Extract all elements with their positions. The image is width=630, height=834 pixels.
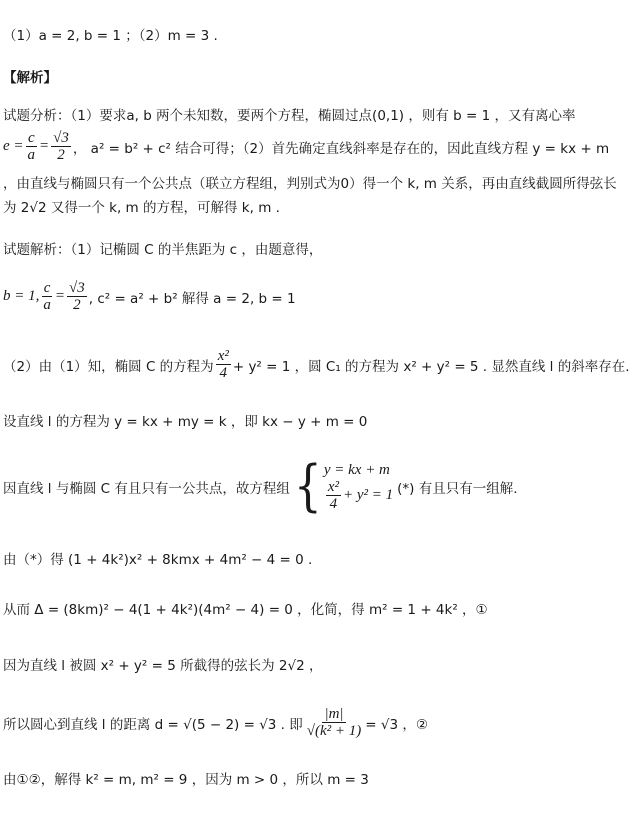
fraction-abs-m-over-sqrt bbox=[305, 706, 364, 739]
fraction-denominator: a bbox=[27, 147, 36, 163]
analysis-line-4 bbox=[3, 196, 280, 216]
answer-line bbox=[3, 24, 218, 44]
fraction-numerator: |m| bbox=[324, 706, 344, 722]
solution-line-2 bbox=[3, 280, 296, 313]
fraction-numerator: √3 bbox=[69, 280, 85, 296]
eccentricity-label: e = bbox=[3, 138, 24, 154]
solution-line-9 bbox=[3, 706, 428, 739]
solution-line-7 bbox=[3, 598, 488, 618]
solution-line-1 bbox=[3, 238, 322, 258]
fraction-numerator: x² bbox=[327, 479, 339, 495]
solution-text-4: 设直线 l 的方程为 y = kx + my = k ，即 kx − y + m = 0 bbox=[3, 414, 368, 430]
section-heading bbox=[3, 66, 57, 86]
fraction-denominator: 4 bbox=[329, 496, 338, 512]
fraction-denominator: 2 bbox=[57, 147, 65, 163]
solution-line-8 bbox=[3, 654, 322, 674]
fraction-numerator: c bbox=[27, 130, 35, 146]
solution-text-1: 试题解析：（1）记椭圆 C 的半焦距为 c ，由题意得， bbox=[3, 242, 323, 258]
analysis-text-4: 为 2√2 又得一个 k, m 的方程，可解得 k, m . bbox=[3, 200, 280, 216]
system-row-1: y = kx + m bbox=[323, 462, 390, 478]
solution-text-6: 由（*）得 (1 + 4k²)x² + 8kmx + 4m² − 4 = 0 . bbox=[3, 552, 313, 568]
fraction-sqrt3-over-2 bbox=[67, 280, 87, 313]
solution-text-8: 因为直线 l 被圆 x² + y² = 5 所截得的弦长为 2√2 ， bbox=[3, 658, 323, 674]
solution-line-5 bbox=[3, 454, 518, 519]
fraction-x2-over-4 bbox=[216, 348, 231, 381]
analysis-text-3: ，由直线与椭圆只有一个公共点（联立方程组，判别式为0）得一个 k, m 关系，再由直线截圆所得弦长 bbox=[3, 176, 617, 192]
fraction-numerator: c bbox=[43, 280, 51, 296]
fraction-numerator: x² bbox=[217, 348, 229, 364]
solution-line-4 bbox=[3, 410, 367, 430]
equation-system bbox=[293, 454, 394, 519]
solution-text-3b: + y² = 1 ，圆 C₁ 的方程为 x² + y² = 5 . 显然直线 l 的斜率存在. bbox=[232, 358, 630, 375]
fraction-denominator: √(k² + 1) bbox=[306, 723, 362, 739]
fraction-sqrt3-over-2 bbox=[51, 130, 71, 163]
system-row-2-rest: + y² = 1 bbox=[343, 487, 394, 503]
solution-line-3 bbox=[3, 348, 630, 381]
fraction-c-over-a bbox=[26, 130, 38, 163]
equals-sign: = bbox=[39, 138, 50, 154]
answer-text: （1）a = 2, b = 1 ；（2）m = 3 . bbox=[3, 28, 218, 44]
fraction-numerator: √3 bbox=[53, 130, 69, 146]
fraction-denominator: 2 bbox=[73, 297, 81, 313]
solution-line-6 bbox=[3, 548, 312, 568]
left-brace: { bbox=[293, 454, 322, 519]
solution-text-9b: = √3 ，② bbox=[365, 716, 428, 733]
solution-text-5a: 因直线 l 与椭圆 C 有且只有一公共点，故方程组 bbox=[3, 481, 290, 497]
analysis-text-1: 试题分析：（1）要求a, b 两个未知数，要两个方程，椭圆过点(0,1) ，则有 b = 1 ，又有离心率 bbox=[3, 108, 576, 124]
solution-text-10: 由①②，解得 k² = m, m² = 9 ，因为 m > 0 ，所以 m = 3 bbox=[3, 772, 369, 788]
equals-sign: = bbox=[54, 288, 65, 304]
solution-text-3a: （2）由（1）知，椭圆 C 的方程为 bbox=[3, 358, 214, 375]
fraction-denominator: 4 bbox=[219, 365, 228, 381]
analysis-line-3 bbox=[3, 172, 617, 192]
solution-text-2: , c² = a² + b² 解得 a = 2, b = 1 bbox=[88, 290, 296, 307]
b-value: b = 1, bbox=[3, 288, 40, 304]
fraction-denominator: a bbox=[43, 297, 51, 313]
fraction-c-over-a bbox=[41, 280, 53, 313]
heading-text: 【解析】 bbox=[3, 70, 57, 86]
analysis-line-2 bbox=[3, 130, 609, 163]
solution-text-9a: 所以圆心到直线 l 的距离 d = √(5 − 2) = √3 . 即 bbox=[3, 716, 303, 733]
system-row-2 bbox=[324, 479, 393, 512]
solution-text-7: 从而 Δ = (8km)² − 4(1 + 4k²)(4m² − 4) = 0 ，化简，得 m² = 1 + 4k² ，① bbox=[3, 602, 488, 618]
solution-text-5b: (*) 有且只有一组解. bbox=[397, 481, 518, 497]
analysis-text-2: ， a² = b² + c² 结合可得；（2）首先确定直线斜率是存在的，因此直线方程 y = kx + m bbox=[72, 140, 610, 157]
fraction-x2-over-4 bbox=[326, 479, 341, 512]
analysis-line-1 bbox=[3, 104, 575, 124]
solution-line-10 bbox=[3, 768, 369, 788]
